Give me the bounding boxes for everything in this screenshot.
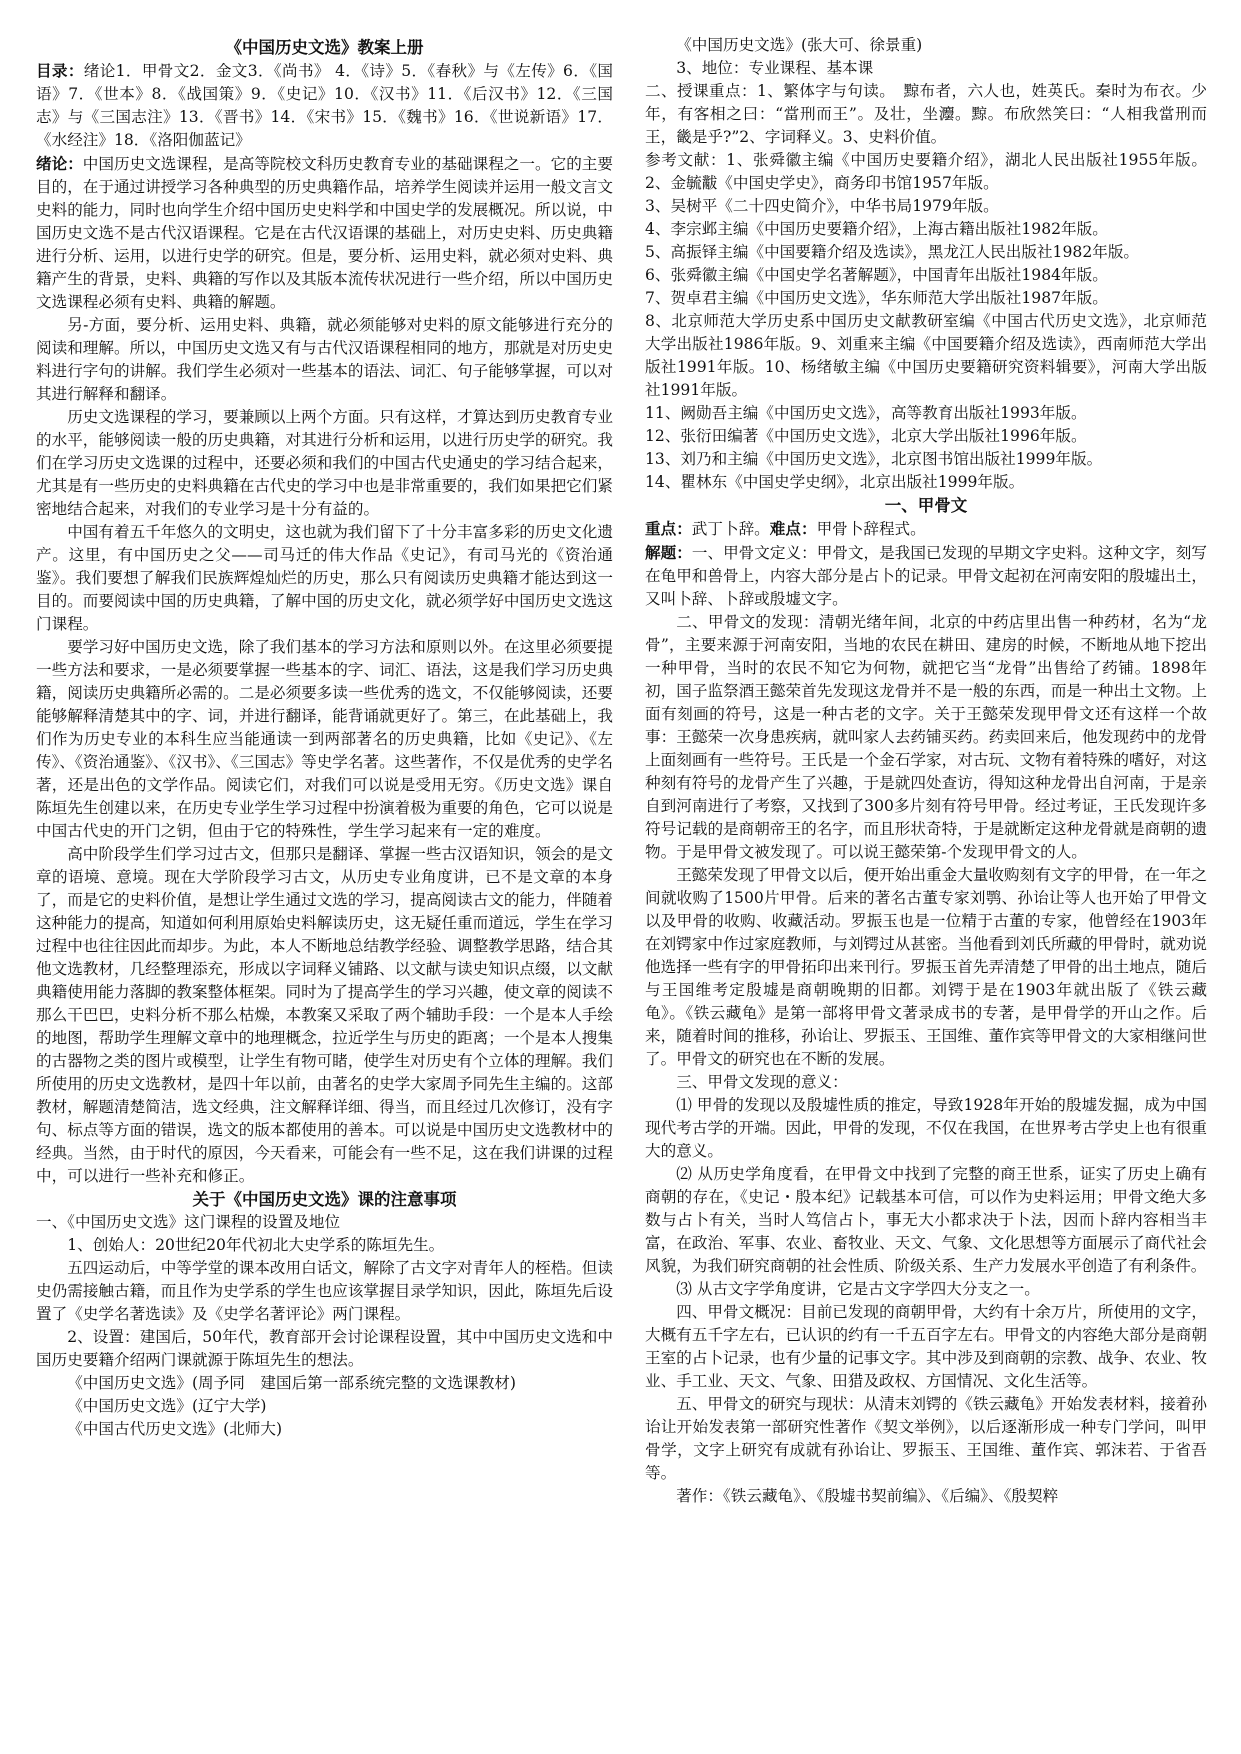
references-intro: 参考文献：1、张舜徽主编《中国历史要籍介绍》，湖北人民出版社1955年版。2、金毓黻《中国史学史》，商务印书馆1957年版。 bbox=[645, 151, 1207, 192]
body-paragraph: 王懿荣发现了甲骨文以后，便开始出重金大量收购刻有文字的甲骨，在一年之间就收购了1500片甲骨。后来的著名古董专家刘鹗、孙诒让等人也开始了甲骨文以及甲骨的收购、收藏活动。罗振玉也是一位精于古董的专家，他曾经在1903年在刘锷家中作过家庭教师，与刘锷过从甚密。当他看到刘氏所藏的甲骨时，就劝说他选择一些有字的甲骨拓印出来刊行。罗振玉首先弄清楚了甲骨的出土地点，随后与王国维考定殷墟是商朝晚期的旧都。刘锷于是在1903年就出版了《铁云藏龟》。《铁云藏龟》是第一部将甲骨文著录成书的专著，是甲骨学的开山之作。后来，随着时间的推移，孙诒让、罗振玉、王国维、董作宾等甲骨文的大家相继问世了。甲骨文的研究也在不断的发展。 bbox=[645, 866, 1207, 1068]
notes-heading: 关于《中国历史文选》课的注意事项 bbox=[192, 1190, 457, 1209]
left-column bbox=[36, 36, 613, 1441]
body-paragraph: 历史文选课程的学习，要兼顾以上两个方面。只有这样，才算达到历史教育专业的水平，能够阅读一般的历史典籍，对其进行分析和运用，以进行历史学的研究。我们在学习历史文选课的过程中，还要必须和我们的中国古代史通史的学习结合起来，尤其是有一些历史的史料典籍在古代史的学习中也是非常重要的，我们如果把它们紧密地结合起来，对我们的专业学习是十分有益的。 bbox=[36, 408, 613, 518]
table-of-contents bbox=[36, 59, 613, 152]
toc-text: 绪论1．甲骨文2．金文3．《尚书》 4．《诗》5．《春秋》与《左传》6．《国语》7．《世本》8．《战国策》9．《史记》10．《汉书》11．《后汉书》12．《三国志》与《三国志注》13．《晋书》14．《宋书》15．《魏书》16．《世说新语》17．《水经注》18．《洛阳伽蓝记》 bbox=[36, 62, 613, 149]
body-paragraph: 要学习好中国历史文选，除了我们基本的学习方法和原则以外。在这里必须要提一些方法和要求，一是必须要掌握一些基本的字、词汇、语法，这是我们学习历史典籍，阅读历史典籍所必需的。二是必须要多读一些优秀的选文，不仅能够阅读，还要能够解释清楚其中的字、词，并进行翻译，能背诵就更好了。第三，在此基础上，我们作为历史专业的本科生应当能通读一到两部著名的历史典籍，比如《史记》、《左传》、《资治通鉴》、《汉书》、《三国志》等史学名著。这些著作，不仅是优秀的史学名著，还是出色的文学作品。阅读它们，对我们可以说是受用无穷。《历史文选》课自陈垣先生创建以来，在历史专业学生学习过程中扮演着极为重要的角色，它可以说是中国古代史的开门之钥，但由于它的特殊性，学生学习起来有一定的难度。 bbox=[36, 638, 613, 840]
document-title: 《中国历史文选》教案上册 bbox=[225, 38, 424, 57]
intro-text: 中国历史文选课程，是高等院校文科历史教育专业的基础课程之一。它的主要目的，在于通过讲授学习各种典型的历史典籍作品，培养学生阅读并运用一般文言文史料的能力，同时也向学生介绍中国历史史料学和中国史学的发展概况。所以说，中国历史文选不是古代汉语课程。它是在古代汉语课的基础上，对历史史料、历史典籍进行分析、运用，以进行史学的研究。但是，要分析、运用史料，就必须对史料、典籍产生的背景，史料、典籍的写作以及其版本流传状况进行一些介绍，所以中国历史文选课程必须有史料、典籍的解题。 bbox=[36, 155, 613, 311]
intro-label: 绪论： bbox=[36, 154, 83, 173]
explanation-paragraph bbox=[645, 541, 1207, 611]
reference-item: 14、瞿林东《中国史学史纲》，北京出版社1999年版。 bbox=[645, 473, 1025, 491]
textbook-item: 《中国历史文选》(张大可、徐景重) bbox=[676, 36, 923, 54]
body-paragraph: 另-方面，要分析、运用史料、典籍，就必须能够对史料的原文能够进行充分的阅读和理解。所以，中国历史文选又有与古代汉语课程相同的地方，那就是对历史史料进行字句的讲解。我们学生必须对一些基本的语法、词汇、句子能够掌握，可以对其进行解释和翻译。 bbox=[36, 316, 613, 403]
explanation-label: 解题： bbox=[645, 543, 692, 562]
textbook-item: 《中国历史文选》(辽宁大学) bbox=[67, 1397, 267, 1415]
reference-item: 6、张舜徽主编《中国史学名著解题》，中国青年出版社1984年版。 bbox=[645, 266, 1108, 284]
reference-item: 11、阙勋吾主编《中国历史文选》，高等教育出版社1993年版。 bbox=[645, 404, 1087, 422]
body-paragraph: 高中阶段学生们学习过古文，但那只是翻译、掌握一些古汉语知识，领会的是文章的语境、意境。现在大学阶段学习古文，从历史专业角度讲，已不是文章的本身了，而是它的史料价值，是想让学生通过文选的学习，提高阅读古文的能力，伴随着这种能力的提高，知道如何利用原始史料解读历史，这无疑任重而道远，学生在学习过程中也往往因此而却步。为此，本人不断地总结教学经验、调整教学思路，结合其他文选教材，几经整理添充，形成以字词释义铺路、以文献与读史知识点缀，以文献典籍使用能力落脚的教案整体框架。同时为了提高学生的学习兴趣，使文章的阅读不那么干巴巴，史料分析不那么枯燥，本教案又采取了两个辅助手段：一个是本人手绘的地图，帮助学生理解文章中的地理概念，拉近学生与历史的距离；一个是本人搜集的古器物之类的图片或模型，让学生有物可睹，使学生对历史有个立体的理解。我们所使用的历史文选教材，是四十年以前，由著名的史学大家周予同先生主编的。这部教材，解题清楚简洁，选文经典，注文解释详细、得当，而且经过几次修订，没有字句、标点等方面的错误，选文的版本都使用的善本。可以说是中国历史文选教材中的经典。当然，由于时代的原因，今天看来，可能会有一些不足，这在我们讲课的过程中，可以进行一些补充和修正。 bbox=[36, 845, 613, 1185]
notes-item: 五四运动后，中等学堂的课本改用白话文，解除了古文字对青年人的桎梏。但读史仍需接触古籍，而且作为史学系的学生也应该掌握目录学知识，因此，陈垣先后设置了《史学名著选读》及《史学名著评论》两门课程。 bbox=[36, 1259, 613, 1323]
body-paragraph: 中国有着五千年悠久的文明史，这也就为我们留下了十分丰富多彩的历史文化遗产。这里，有中国历史之父——司马迁的伟大作品《史记》，有司马光的《资治通鉴》。我们要想了解我们民族辉煌灿烂的历史，那么只有阅读历史典籍才能达到这一目的。而要阅读中国的历史典籍，了解中国的历史文化，就必须学好中国历史文选这门课程。 bbox=[36, 523, 613, 633]
reference-item: 4、李宗邺主编《中国历史要籍介绍》，上海古籍出版社1982年版。 bbox=[645, 220, 1108, 238]
body-paragraph: 四、甲骨文概况：目前已发现的商朝甲骨，大约有十余万片，所使用的文字，大概有五千字左右，已认识的约有一千五百字左右。甲骨文的内容绝大部分是商朝王室的占卜记录，也有少量的记事文字。其中涉及到商朝的宗教、战争、农业、牧业、手工业、天文、气象、田猎及政权、方国情况、文化生活等。 bbox=[645, 1303, 1207, 1390]
reference-item: 12、张衍田编著《中国历史文选》，北京大学出版社1996年版。 bbox=[645, 427, 1087, 445]
notes-item: 2、设置：建国后，50年代，教育部开会讨论课程设置，其中中国历史文选和中国历史要籍介绍两门课就源于陈垣先生的想法。 bbox=[36, 1328, 613, 1369]
notes-item: 1、创始人：20世纪20年代初北大史学系的陈垣先生。 bbox=[67, 1236, 445, 1254]
reference-item: 13、刘乃和主编《中国历史文选》，北京图书馆出版社1999年版。 bbox=[645, 450, 1103, 468]
key-points bbox=[645, 517, 1207, 541]
notes-item: 一、《中国历史文选》这门课程的设置及地位 bbox=[36, 1213, 341, 1231]
body-paragraph: ⑵ 从历史学角度看，在甲骨文中找到了完整的商王世系，证实了历史上确有商朝的存在，《史记・殷本纪》记载基本可信，可以作为史料运用；甲骨文绝大多数与占卜有关，当时人笃信占卜，事无大小都求决于卜法，因而卜辞内容相当丰富，在政治、军事、农业、畜牧业、天文、气象、文化思想等方面展示了商代社会风貌，为我们研究商朝的社会性质、阶级关系、生产力发展水平创造了有利条件。 bbox=[645, 1165, 1207, 1275]
reference-item: 7、贺卓君主编《中国历史文选》，华东师范大学出版社1987年版。 bbox=[645, 289, 1108, 307]
reference-item: 3、吴树平《二十四史简介》，中华书局1979年版。 bbox=[645, 197, 999, 215]
notes-item: 3、地位：专业课程、基本课 bbox=[676, 59, 874, 77]
explanation-text: 一、甲骨文定义：甲骨文，是我国已发现的早期文字史料。这种文字，刻写在龟甲和兽骨上，内容大部分是占卜的记录。甲骨文起初在河南安阳的殷墟出土，又叫卜辞、卜辞或殷墟文字。 bbox=[645, 544, 1207, 608]
textbook-item: 《中国历史文选》(周予同 建国后第一部系统完整的文选课教材) bbox=[67, 1374, 516, 1392]
subsection-heading: 三、甲骨文发现的意义： bbox=[676, 1073, 848, 1091]
difficulty-label: 难点： bbox=[769, 519, 817, 538]
body-paragraph: 著作：《铁云藏龟》、《殷墟书契前编》、《后编》、《殷契粹 bbox=[676, 1487, 1059, 1505]
reference-item: 8、北京师范大学历史系中国历史文献教研室编《中国古代历史文选》，北京师范大学出版社1986年版。9、刘重来主编《中国要籍介绍及选读》，西南师范大学出版社1991年版。10、杨绪敏主编《中国历史要籍研究资料辑要》，河南大学出版社1991年版。 bbox=[645, 312, 1207, 399]
key-text: 武丁卜辞。 bbox=[691, 520, 770, 538]
reference-item: 5、高振铎主编《中国要籍介绍及选读》，黑龙江人民出版社1982年版。 bbox=[645, 243, 1140, 261]
introduction-paragraph bbox=[36, 152, 613, 314]
difficulty-text: 甲骨卜辞程式。 bbox=[816, 520, 926, 538]
right-column bbox=[645, 34, 1207, 1508]
body-paragraph: 五、甲骨文的研究与现状：从清末刘锷的《铁云藏龟》开始发表材料，接着孙诒让开始发表第一部研究性著作《契文举例》，以后逐渐形成一种专门学问，叫甲骨学，文字上研究有成就有孙诒让、罗振玉、王国维、董作宾、郭沫若、于省吾等。 bbox=[645, 1395, 1207, 1482]
toc-label: 目录： bbox=[36, 61, 84, 80]
section-heading: 一、甲骨文 bbox=[884, 496, 968, 515]
key-label: 重点： bbox=[645, 519, 692, 538]
body-paragraph: ⑶ 从古文字学角度讲，它是古文字学四大分支之一。 bbox=[676, 1280, 1040, 1298]
body-paragraph: 二、甲骨文的发现：清朝光绪年间，北京的中药店里出售一种药材，名为“龙骨”，主要来源于河南安阳，当地的农民在耕田、建房的时候，不断地从地下挖出一种甲骨，当时的农民不知它为何物，就把它当“龙骨”出售给了药铺。1898年初，国子监祭酒王懿荣首先发现这龙骨并不是一般的东西，而是一种出土文物。上面有刻画的符号，这是一种古老的文字。关于王懿荣发现甲骨文还有这样一个故事：王懿荣一次身患疾病，就叫家人去药铺买药。药卖回来后，他发现药中的龙骨上面刻画有一些符号。王氏是一个金石学家，对古玩、文物有着特殊的嗜好，对这种刻有符号的龙骨产生了兴趣，于是就四处查访，得知这种龙骨出自河南，于是亲自到河南进行了考察，又找到了300多片刻有符号甲骨。经过考证，王氏发现许多符号记载的是商朝帝王的名字，而且形状奇特，于是就断定这种龙骨就是商朝的遗物。于是甲骨文被发现了。可以说王懿荣第-个发现甲骨文的人。 bbox=[645, 613, 1207, 861]
teaching-focus: 二、授课重点：1、繁体字与句读。 黥布者，六人也，姓英氏。秦时为布衣。少年，有客相之曰：“當刑而王”。及壮，坐灋。黥。布欣然笑曰：“人相我當刑而王，畿是乎?”2、字词释义。3、史料价值。 bbox=[645, 82, 1207, 146]
body-paragraph: ⑴ 甲骨的发现以及殷墟性质的推定，导致1928年开始的殷墟发掘，成为中国现代考古学的开端。因此，甲骨的发现，不仅在我国，在世界考古学史上也有很重大的意义。 bbox=[645, 1096, 1207, 1160]
textbook-item: 《中国古代历史文选》(北师大) bbox=[67, 1420, 283, 1438]
